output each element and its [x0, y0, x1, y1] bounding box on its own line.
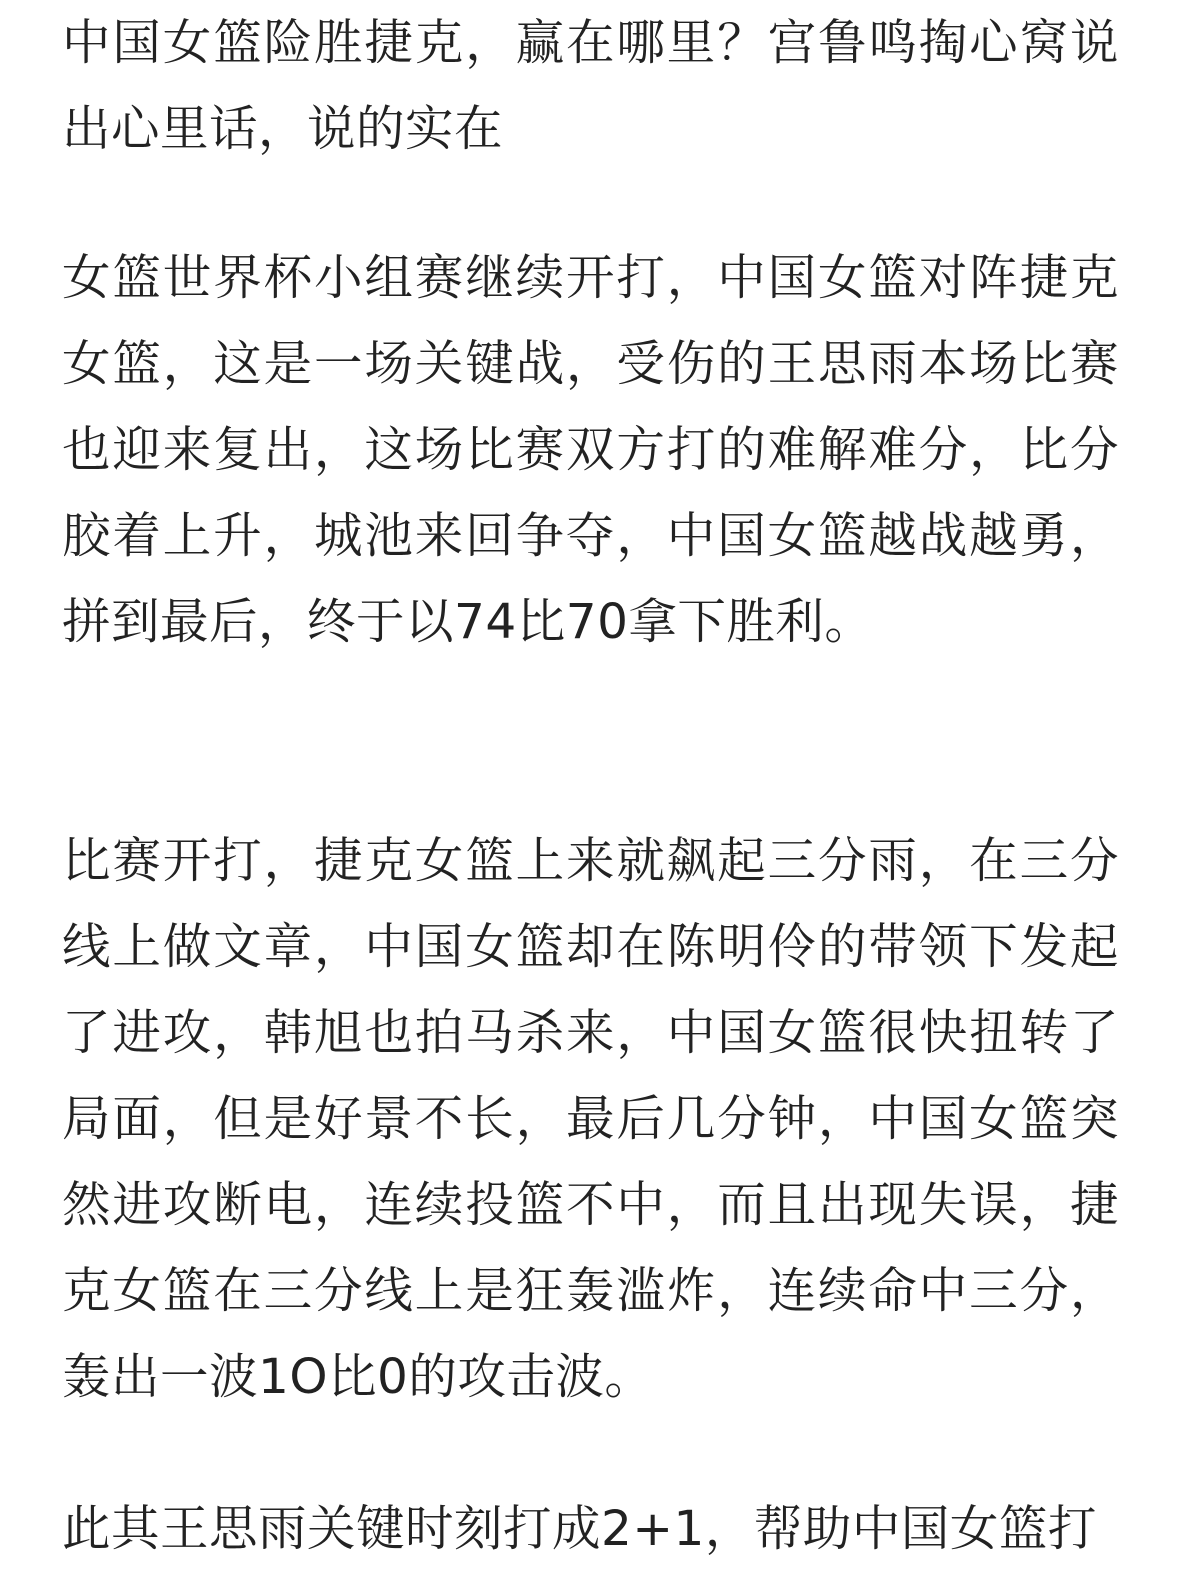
paragraph-2: 比赛开打，捷克女篮上来就飙起三分雨，在三分线上做文章，中国女篮却在陈明伶的带领下发起了进攻，韩旭也拍马杀来，中国女篮很快扭转了局面，但是好景不长，最后几分钟，中国女篮突然进攻断电，连续投篮不中，而且出现失误，捷克女篮在三分线上是狂轰滥炸，连续命中三分，轰出一波1O比0的攻击波。	[62, 833, 1119, 1405]
paragraph-3: 此其王思雨关键时刻打成2+1，帮助中国女篮打	[62, 1501, 1097, 1557]
article-title: 中国女篮险胜捷克，赢在哪里？宫鲁鸣掏心窝说出心里话，说的实在	[62, 15, 1119, 157]
paragraph-1: 女篮世界杯小组赛继续开打，中国女篮对阵捷克女篮，这是一场关键战，受伤的王思雨本场比赛也迎来复出，这场比赛双方打的难解难分，比分胶着上升，城池来回争夺，中国女篮越战越勇，拼到最后，终于以74比70拿下胜利。	[62, 250, 1119, 650]
